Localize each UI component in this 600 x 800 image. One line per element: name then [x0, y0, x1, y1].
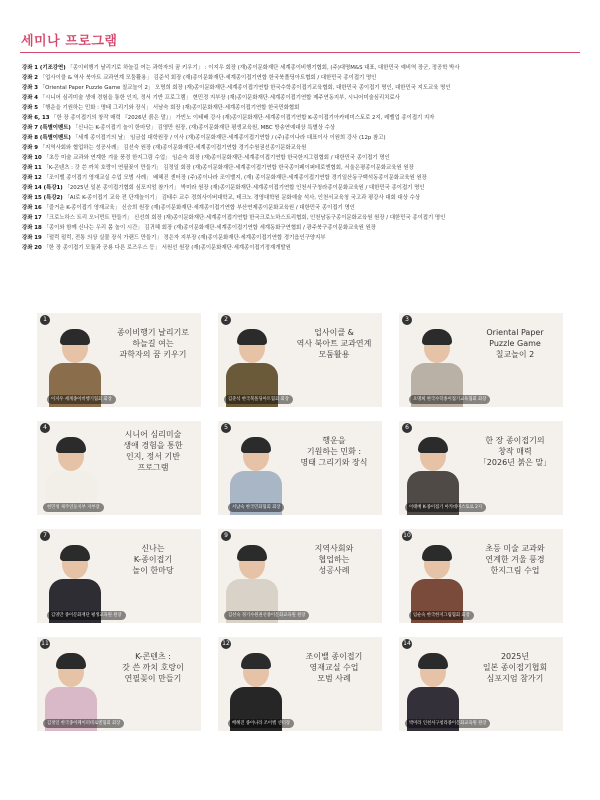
- card-number-badge: 6: [402, 423, 412, 433]
- session-label: 강좌 2: [22, 75, 39, 81]
- session-text: 「한 장 종이접기의 창작 매력 『2026년 붉은 말』」 가빈노 이태배 강사 (재)종이문화재단·세계종이접기연합 K-종이접기아카데미스토로 2지, 레벨업 종이접기 지자: [49, 115, 435, 121]
- card-title: [290, 327, 378, 360]
- session-row: [22, 153, 578, 163]
- session-row: [22, 233, 578, 243]
- speaker-caption: 김정일 한국종이페이퍼테로엔협회 회장: [43, 719, 124, 728]
- card-title-line: 2025년: [500, 652, 530, 661]
- session-row: [22, 93, 578, 103]
- speaker-card: [37, 421, 201, 515]
- session-row: [22, 183, 578, 193]
- card-title: [471, 543, 559, 576]
- speaker-caption: 박미라 인천서구청라종이문화교육원 원장: [405, 719, 490, 728]
- session-row: [22, 133, 578, 143]
- card-title-line: 종이비행기 날리기로: [116, 328, 190, 337]
- card-number-badge: 14: [403, 640, 411, 647]
- session-row: [22, 103, 578, 113]
- speaker-card: [218, 529, 382, 623]
- card-title-line: 역사 북아트 교과연계: [296, 339, 372, 348]
- card-title-line: 창작 매력: [498, 447, 532, 456]
- card-number-badge: 3: [402, 315, 412, 325]
- card-title: [471, 435, 559, 468]
- card-title-line: 연계한 겨울 풍경: [485, 555, 545, 564]
- card-number-badge: 5: [221, 423, 231, 433]
- speaker-caption: 김영만 종이문화재단 평생교육원 원장: [47, 611, 126, 620]
- speaker-caption: 배혜진 종이나라 조이밸 센터장: [228, 719, 294, 728]
- speaker-card: [37, 529, 201, 623]
- session-row: [22, 143, 578, 153]
- session-text: 「K-콘텐츠 : 갓 쓴 까치 호랑이 연필꽂이 만들기」 김정일 회장 (재)종이문화재단·세계종이접기연합 한국종이페이퍼테로엔협회, 서울은평종이문화교육원 원장: [41, 165, 414, 171]
- session-row: [22, 83, 578, 93]
- card-title-line: 모범 사례: [317, 674, 351, 683]
- session-text: 「업사이클 & 역사 북아트 교과연계 모둠활용」 김준석 회장 (재)종이문화재단·세계종이접기연합 한국북폴딩아트협회 / 대한민국 종이접기 명인: [38, 75, 377, 81]
- card-number-badge: 12: [222, 640, 230, 647]
- session-label: 강좌 15 (특강2): [22, 195, 63, 201]
- session-row: [22, 73, 578, 83]
- session-label: 강좌 17: [22, 215, 42, 221]
- card-title-line: 명태 그리기와 장식: [300, 458, 368, 467]
- session-row: [22, 203, 578, 213]
- card-title-line: 협업하는: [318, 555, 350, 564]
- session-text: 「종이비행기 날리기로 하늘길 여는 과학자의 꿈 키우기」 : 이지우 회장 (재)종이문화재단 세계종이비행기협회, (주)대명M&S 대표, 대한민국 예비역 장군, 정공학 박사: [65, 65, 460, 71]
- session-text: 「신나는 K-종이접기 놀이 한마당」 김영만 원장, (재)종이문화재단 평생교육원, MBC 방송연예대상 특별상 수상: [70, 125, 336, 131]
- card-title-line: 인지, 정서 기반: [126, 452, 180, 461]
- session-text: 「시니어 심리미술 생애 경험을 통한 인지, 정서 기반 프로그램」 현민정 지부장 (재)종이문화재단·세계종이접기연합 제주연동지부, 시니어미술심리치료사: [38, 95, 400, 101]
- card-title-line: 하늘길 여는: [132, 339, 174, 348]
- session-label: 강좌 6, 13: [22, 115, 50, 121]
- session-text: 「AI로 K-종이접기 교육 전 단계놀이기」 김태수 교수 경희사이버대학교, 테크노 경영대학원 문화예술 석사, 인천서교육청 국고과 평강사 대회 대상 수상: [62, 195, 421, 201]
- session-row: [22, 63, 578, 73]
- session-label: 강좌 14 (특강1): [22, 185, 63, 191]
- card-title-line: 시니어 심리미술: [124, 430, 182, 439]
- session-text: 「한 장 종이접기 모듈과 공룡 다른 로즈우스 등」 서원선 원장 (재)종이문화재단·세계종이접기정재개발원: [41, 245, 291, 251]
- speaker-caption: 서남숙 한국민화협회 회장: [228, 503, 284, 512]
- speaker-card: [399, 421, 563, 515]
- speaker-card: [218, 637, 382, 731]
- speaker-card: [399, 529, 563, 623]
- session-label: 강좌 19: [22, 235, 42, 241]
- card-number-badge: 11: [41, 640, 49, 647]
- session-label: 강좌 11: [22, 165, 42, 171]
- card-title-line: 초등 미술 교과와: [485, 544, 545, 553]
- card-title-line: 모둠활용: [318, 350, 350, 359]
- session-text: 「지역사회와 협업하는 성공사례」 김선숙 원장 (재)종이문화재단·세계종이접기연합 경기수원권선종이문화교육원: [38, 145, 307, 151]
- session-label: 강좌 12: [22, 175, 42, 181]
- session-label: 강좌 9: [22, 145, 39, 151]
- session-label: 강좌 16: [22, 205, 42, 211]
- session-row: [22, 123, 578, 133]
- card-title-line: 지역사회와: [314, 544, 354, 553]
- session-label: 강좌 20: [22, 245, 42, 251]
- card-title-line: 생애 경험을 통한: [123, 441, 183, 450]
- speaker-card: [399, 637, 563, 731]
- card-number-badge: 2: [221, 315, 231, 325]
- session-text: 「종이와 함께 신나는 우리 몸 놀이 시간」 김귀혜 회장 (재)종이문화재단·세계종이접기연합 세계동화구연협회 / 광주북구종이문화교육원 원장: [41, 225, 376, 231]
- card-title-line: Puzzle Game: [489, 339, 541, 348]
- card-title-line: 칠교놀이 2: [495, 350, 535, 359]
- speaker-caption: 현민정 제주연동지부 지부장: [43, 503, 104, 512]
- session-text: 「행운을 기원하는 민화 : 명태 그리기와 장식」 서남숙 회장 (재)종이문화재단·세계종이접기연합 한국민화협회: [38, 105, 300, 111]
- card-title-line: K-종이접기: [133, 555, 173, 564]
- card-title: [109, 429, 197, 473]
- session-label: 강좌 18: [22, 225, 42, 231]
- session-text: 「즐거운 K-종이접기 영재교육」 신승희 원장 (재)종이문화재단·세계종이접기연합 부산연제종이문화교육원 / 대한민국 종이접기 명인: [41, 205, 355, 211]
- card-title: [109, 543, 197, 576]
- session-row: [22, 113, 578, 123]
- session-row: [22, 223, 578, 233]
- session-text: 「크로노하스 트리 오너먼트 만들기」 신선희 회장 (재)종이문화재단·세계종이접기연합 한국크로노하스트리협회, 인천남동구종이문화교육원 원장 / 대한민국 종이접기 명인: [41, 215, 446, 221]
- speaker-caption: 김준석 한국북폴딩아트협회 회장: [224, 395, 293, 404]
- session-row: [22, 163, 578, 173]
- speaker-card: [37, 313, 201, 407]
- speaker-card: [218, 421, 382, 515]
- speaker-card: [399, 313, 563, 407]
- card-title-line: 기원하는 민화 :: [306, 447, 362, 456]
- card-number-badge: 7: [40, 531, 50, 541]
- card-number-badge: 1: [40, 315, 50, 325]
- card-title: [109, 327, 197, 360]
- session-text: 「펄럭 펄럭, 전통 의상 실물 장식 가랜드 만들기」 정은자 지부장 (재)종이문화재단·세계종이접기연합 경기읍인구양지부: [41, 235, 326, 241]
- card-title: [290, 435, 378, 468]
- card-title-line: 심포지엄 참가기: [486, 674, 544, 683]
- card-title-line: 행운을: [322, 436, 346, 445]
- speaker-caption: 이태배 K-종이접기 아카데미스토로 2지: [405, 503, 486, 512]
- card-title-line: 프로그램: [137, 463, 169, 472]
- session-row: [22, 243, 578, 253]
- session-text: 「2025년 일본 종이접기협회 심포지엄 참가기」 박미라 원장 (재)종이문화재단·세계종이접기연합 인천서구청라종이문화교육원 / 대한민국 종이접기 명인: [62, 185, 425, 191]
- speaker-caption: 김선숙 경기수원권선종이문화교육원 원장: [224, 611, 309, 620]
- session-label: 강좌 10: [22, 155, 42, 161]
- title-divider: [20, 52, 580, 53]
- speaker-caption: 임순숙 한국한지그림협회 회장: [409, 611, 474, 620]
- card-title-line: 신나는: [141, 544, 165, 553]
- speaker-card: [218, 313, 382, 407]
- card-number-badge: 4: [40, 423, 50, 433]
- card-title: [109, 651, 197, 684]
- session-row: [22, 213, 578, 223]
- card-title: [471, 327, 559, 360]
- speaker-caption: 오명희 한국수학종이접기교육협회 회장: [409, 395, 490, 404]
- card-title-line: 놀이 한마당: [132, 566, 174, 575]
- card-title-line: K-콘텐츠 :: [135, 652, 171, 661]
- card-title-line: 과학자의 꿈 키우기: [119, 350, 187, 359]
- card-title: [290, 651, 378, 684]
- card-number-badge: 10: [403, 532, 411, 539]
- card-title: [290, 543, 378, 576]
- session-text: 「조이밸 종이접기 영재교실 수업 모범 사례」 배혜진 센터장 (주)종이나라 조이밸지, (재) 종이문화재단·세계종이접기연합 경기일산동구백석동종이문화교육원 원장: [41, 175, 427, 181]
- session-text: 「세계 종이접기의 날」 임금섭 대학원장 / 이사 (재)종이문화재단·세계종이접기연합 / (주)종이나라 대표이사 이원희 강사 (12p 참고): [70, 135, 386, 141]
- card-title-line: 조이밸 종이접기: [305, 652, 363, 661]
- page-title: 세미나 프로그램: [21, 34, 118, 49]
- card-title-line: 「2026년 붉은 말」: [478, 458, 552, 467]
- card-title-line: 갓 쓴 까치 호랑이: [122, 663, 184, 672]
- card-title-line: 일본 종이접기협회: [482, 663, 548, 672]
- card-number-badge: 9: [221, 531, 231, 541]
- session-label: 강좌 7 (특별이벤트): [22, 125, 71, 131]
- session-text: 「Oriental Paper Puzzle Game 칠교놀이 2」 오명희 회장 (재)종이문화재단·세계종이접기연합 한국수학종이접기교육협회, 대한민국 종이접기 명인, 대한민국 지도교육 명인: [38, 85, 451, 91]
- session-label: 강좌 3: [22, 85, 39, 91]
- session-label: 강좌 8 (특별이벤트): [22, 135, 71, 141]
- session-text: 「초등 미술 교과와 연계한 겨울 풍경 한지그림 수업」 임순숙 회장 (재)종이문화재단·세계종이접기연합 한국한지그림협회 / 대한민국 종이접기 명인: [41, 155, 390, 161]
- session-label: 강좌 1 (기조강연): [22, 65, 66, 71]
- session-row: [22, 193, 578, 203]
- speaker-card: [37, 637, 201, 731]
- card-title-line: 영재교실 수업: [309, 663, 359, 672]
- card-title-line: 한지그림 수업: [490, 566, 540, 575]
- card-title: [471, 651, 559, 684]
- speaker-caption: 이지우 세계종이비행기협회 회장: [47, 395, 116, 404]
- card-title-line: Oriental Paper: [486, 328, 544, 337]
- card-title-line: 성공사례: [318, 566, 350, 575]
- session-row: [22, 173, 578, 183]
- session-label: 강좌 4: [22, 95, 39, 101]
- session-label: 강좌 5: [22, 105, 39, 111]
- session-list: [22, 63, 578, 253]
- card-title-line: 한 장 종이접기의: [485, 436, 545, 445]
- card-title-line: 업사이클 &: [314, 328, 354, 337]
- card-title-line: 연필꽂이 만들기: [124, 674, 182, 683]
